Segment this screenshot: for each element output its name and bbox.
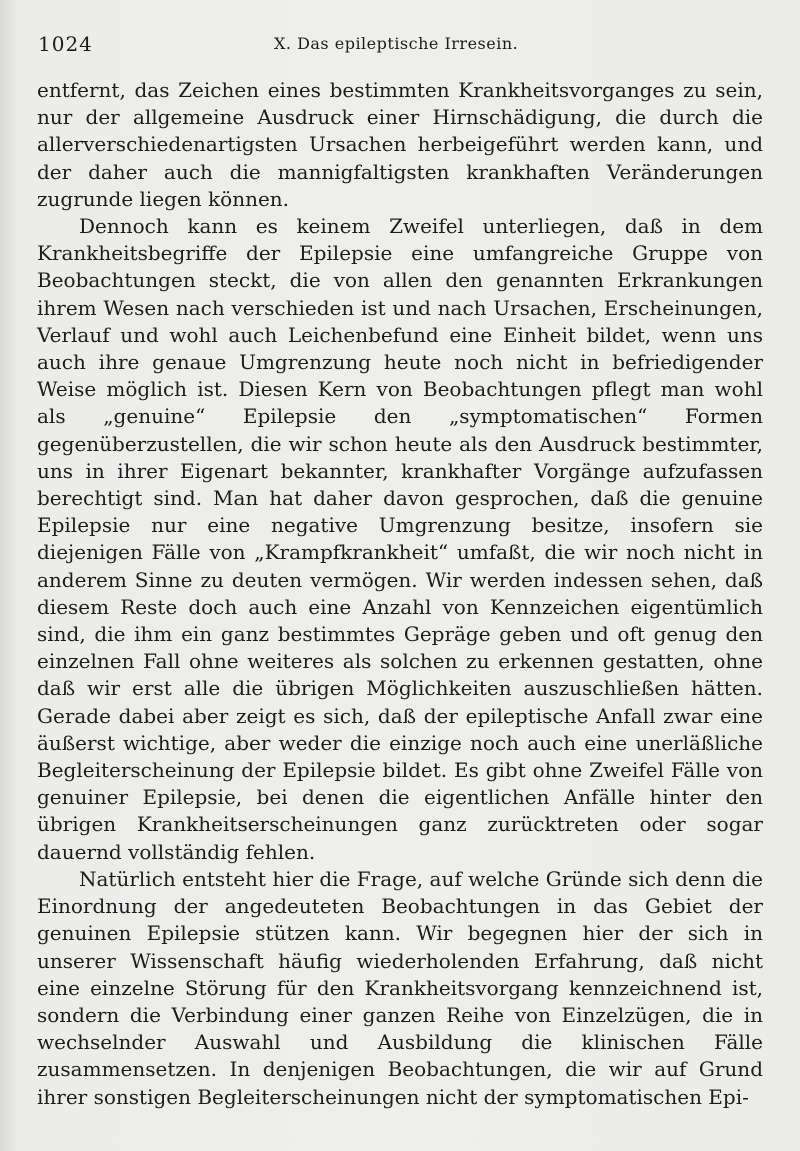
running-head: X. Das epileptische Irresein. [274, 34, 519, 53]
paragraph: Dennoch kann es keinem Zweifel unterliegen, daß in dem Krankheitsbegriffe der Epilepsie eine umfangreiche Gruppe von Beobachtungen steckt, die von allen den genannten Erkrankungen ihrem Wesen nach verschieden ist und nach Ursachen, Erscheinungen, Verlauf und wohl auch Leichenbefund eine Einheit bildet, wenn uns auch ihre genaue Umgrenzung heute noch nicht in befriedigender Weise möglich ist. Diesen Kern von Beobachtungen pflegt man wohl als „genuine“ Epilepsie den „symptomatischen“ Formen gegenüberzustellen, die wir schon heute als den Ausdruck bestimmter, uns in ihrer Eigenart bekannter, krankhafter Vorgänge aufzufassen berechtigt sind. Man hat daher davon gesprochen, daß die genuine Epilepsie nur eine negative Umgrenzung besitze, insofern sie diejenigen Fälle von „Krampfkrankheit“ umfaßt, die wir noch nicht in anderem Sinne zu deuten vermögen. Wir werden indessen sehen, daß diesem Reste doch auch eine Anzahl von Kennzeichen eigentümlich sind, die ihm ein ganz bestimmtes Gepräge geben und oft genug den einzelnen Fall ohne weiteres als solchen zu erkennen gestatten, ohne daß wir erst alle die übrigen Möglichkeiten auszuschließen hätten. Gerade dabei aber zeigt es sich, daß der epileptische Anfall zwar eine äußerst wichtige, aber weder die einzige noch auch eine unerläßliche Begleiterscheinung der Epilepsie bildet. Es gibt ohne Zweifel Fälle von genuiner Epilepsie, bei denen die eigentlichen Anfälle hinter den übrigen Krankheitserscheinungen ganz zurücktreten oder sogar dauernd vollständig fehlen. [37, 214, 763, 864]
paragraph: Natürlich entsteht hier die Frage, auf welche Gründe sich denn die Einordnung der angedeuteten Beobachtungen in das Gebiet der genuinen Epilepsie stützen kann. Wir begegnen hier der sich in unserer Wissenschaft häufig wiederholenden Erfahrung, daß nicht eine einzelne Störung für den Krankheitsvorgang kennzeichnend ist, sondern die Verbindung einer ganzen Reihe von Einzelzügen, die in wechselnder Auswahl und Ausbildung die klinischen Fälle zusammensetzen. In denjenigen Beobachtungen, die wir auf Grund ihrer sonstigen Begleiterscheinungen nicht der symptomatischen Epi- [37, 866, 763, 1109]
body-text [37, 77, 763, 1111]
page-header [34, 32, 760, 58]
paragraph-continued: entfernt, das Zeichen eines bestimmten Krankheitsvorganges zu sein, nur der allgemeine Ausdruck einer Hirnschädigung, die durch die allerverschiedenartigsten Ursachen herbeigeführt werden kann, und der daher auch die mannigfaltigsten krankhaften Veränderungen zugrunde liegen können. [37, 78, 763, 211]
page-number: 1024 [38, 32, 93, 56]
